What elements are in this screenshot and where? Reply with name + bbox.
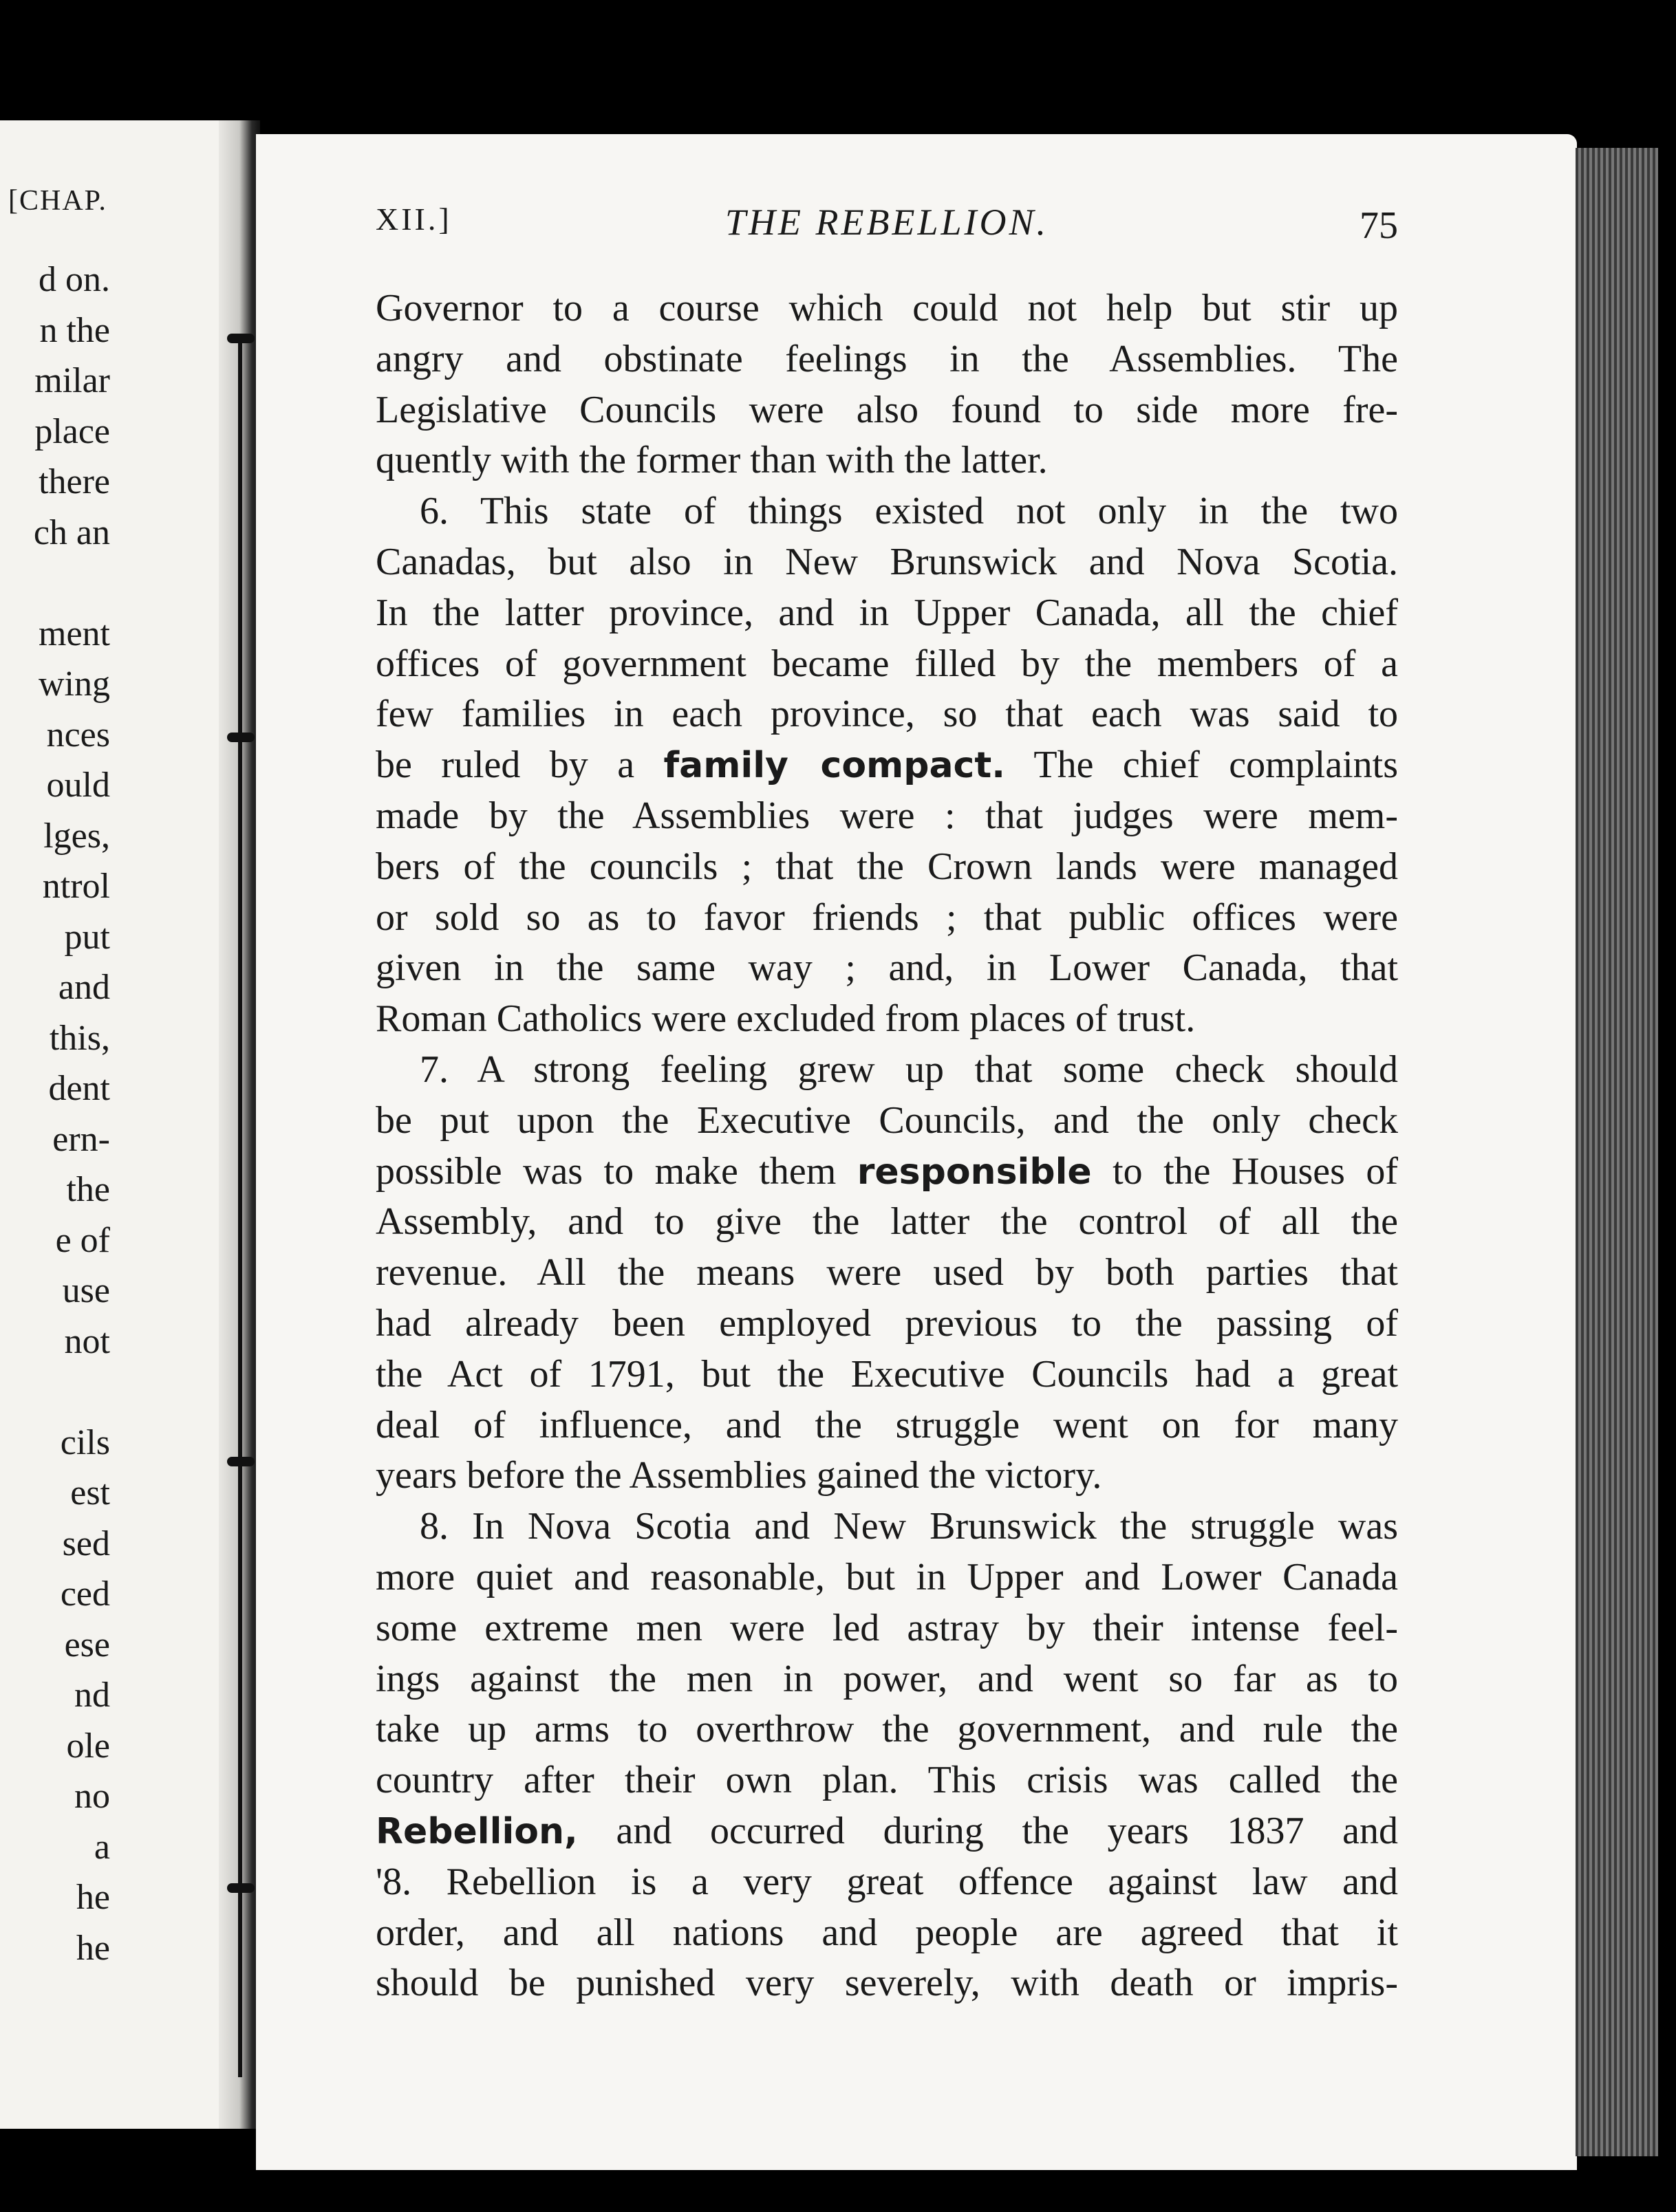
left-page-line: wing (39, 664, 110, 704)
left-page-line: cils (60, 1422, 110, 1462)
running-title: THE REBELLION. (724, 202, 1049, 243)
left-page-line: he (76, 1878, 110, 1917)
text-line: country after their own plan. This crisis was called the (376, 1759, 1398, 1802)
text-line: Canadas, but also in New Brunswick and Nova Scotia. (376, 540, 1398, 583)
text-line: made by the Assemblies were : that judges were mem- (376, 794, 1398, 837)
text-line: quently with the former than with the latter. (376, 439, 1048, 482)
text-line: 7. A strong feeling grew up that some check should (420, 1048, 1398, 1091)
left-page-line: a (94, 1827, 110, 1867)
page-number: 75 (1360, 204, 1398, 247)
binding-stitch (227, 334, 255, 343)
left-page-line: ese (64, 1625, 110, 1665)
text-line: few families in each province, so that each was said to (376, 693, 1398, 736)
text-line: Roman Catholics were excluded from places of trust. (376, 997, 1196, 1041)
text-line: or sold so as to favor friends ; that public offices were (376, 896, 1398, 939)
left-page-line: ole (66, 1726, 110, 1766)
left-page-line: the (66, 1170, 110, 1209)
text-segment: The chief complaints (1004, 744, 1398, 787)
text-line: more quiet and reasonable, but in Upper and Lower Canada (376, 1555, 1398, 1598)
left-page-line: there (39, 462, 110, 501)
left-page-line: put (64, 917, 110, 957)
text-segment: to the Houses of (1091, 1149, 1398, 1193)
left-page-line: ced (60, 1574, 110, 1614)
text-line: take up arms to overthrow the government, and rule the (376, 1708, 1398, 1751)
left-page-line: nces (46, 715, 110, 755)
left-page-line: sed (62, 1524, 110, 1563)
left-page-line (0, 558, 110, 609)
binding-thread (238, 337, 242, 2077)
left-page-line: ment (39, 614, 110, 653)
left-page-line: not (64, 1321, 110, 1361)
page-edges (1576, 148, 1658, 2156)
text-line: some extreme men were led astray by their intense feel- (376, 1606, 1398, 1649)
left-page-line: nd (74, 1676, 110, 1715)
body-text (376, 283, 1398, 2009)
text-line (376, 1147, 1398, 1197)
running-header (376, 201, 1398, 263)
text-line: Legislative Councils were also found to side more fre- (376, 388, 1398, 431)
left-page-line: this, (49, 1018, 110, 1058)
left-page-line: e of (55, 1220, 110, 1260)
left-page-line: dent (48, 1069, 110, 1108)
text-line: order, and all nations and people are agreed that it (376, 1911, 1398, 1954)
text-line: Assembly, and to give the latter the control of all the (376, 1200, 1398, 1244)
left-page-line: ould (46, 766, 110, 805)
text-line: years before the Assemblies gained the victory. (376, 1454, 1102, 1497)
left-page-line: no (74, 1777, 110, 1816)
binding-stitch (227, 1457, 255, 1466)
text-line: had already been employed previous to the passing of (376, 1301, 1398, 1345)
left-page-line: milar (34, 361, 110, 400)
text-line: given in the same way ; and, in Lower Canada, that (376, 946, 1398, 990)
text-line: revenue. All the means were used by both parties that (376, 1251, 1398, 1294)
key-term: Rebellion, (376, 1810, 578, 1852)
text-line: should be punished very severely, with death or impris- (376, 1962, 1398, 2005)
text-line: 8. In Nova Scotia and New Brunswick the struggle was (420, 1505, 1398, 1548)
text-line (376, 740, 1398, 791)
text-line: angry and obstinate feelings in the Assemblies. The (376, 337, 1398, 380)
left-page-line: ern- (52, 1119, 110, 1159)
left-page-line: n the (39, 310, 110, 350)
left-page-line: he (76, 1928, 110, 1968)
left-page-header: [CHAP. (8, 185, 107, 217)
left-page-line: and (58, 968, 110, 1007)
text-line: be put upon the Executive Councils, and the only check (376, 1098, 1398, 1142)
left-page-line: d on. (39, 260, 110, 299)
binding-stitch (227, 1883, 255, 1893)
left-page-text (0, 254, 110, 1973)
left-page-line: ch an (33, 512, 110, 552)
text-line: '8. Rebellion is a very great offence against law and (376, 1860, 1398, 1903)
text-segment: and occurred during the years 1837 and (577, 1809, 1398, 1852)
left-page-line: est (70, 1473, 110, 1512)
text-line: bers of the councils ; that the Crown lands were managed (376, 845, 1398, 888)
text-line (376, 1806, 1398, 1857)
text-line: the Act of 1791, but the Executive Councils had a great (376, 1352, 1398, 1396)
text-line: offices of government became filled by the members of a (376, 642, 1398, 685)
text-segment: possible was to make them (376, 1149, 857, 1193)
key-term: family compact. (663, 745, 1005, 787)
left-page-line: lges, (43, 816, 110, 856)
left-page-line: place (34, 411, 110, 451)
left-page-line: use (62, 1271, 110, 1310)
text-line: In the latter province, and in Upper Canada, all the chief (376, 591, 1398, 634)
key-term: responsible (857, 1151, 1092, 1193)
chapter-reference: XII.] (376, 202, 452, 237)
left-page-line: ntrol (42, 867, 110, 906)
text-line: Governor to a course which could not help but stir up (376, 287, 1398, 329)
text-line: ings against the men in power, and went so far as to (376, 1657, 1398, 1700)
text-line: deal of influence, and the struggle went on for many (376, 1403, 1398, 1446)
text-segment: be ruled by a (376, 744, 664, 787)
text-line: 6. This state of things existed not only in the two (420, 490, 1398, 533)
binding-stitch (227, 733, 255, 742)
left-page-line (0, 1367, 110, 1418)
